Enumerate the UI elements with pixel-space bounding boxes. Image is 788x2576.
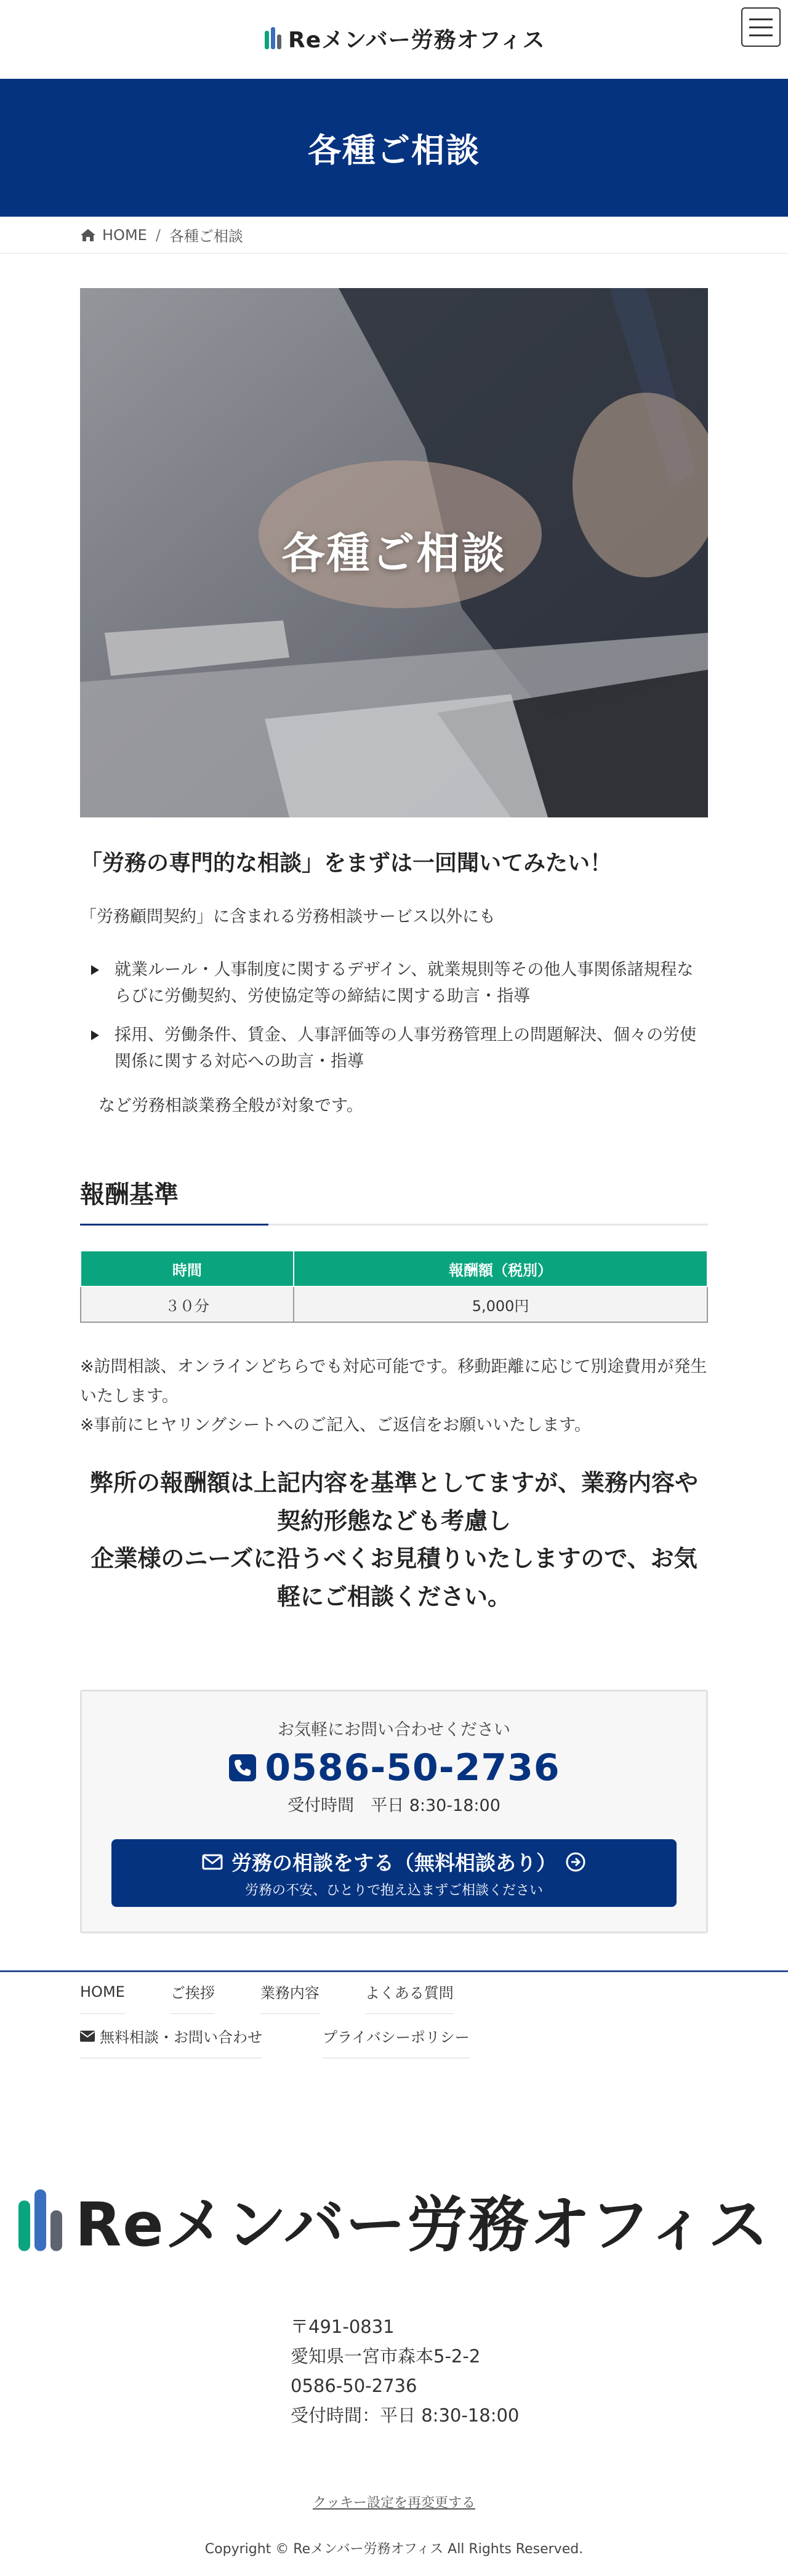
breadcrumb	[0, 217, 788, 254]
hamburger-menu-button[interactable]	[741, 7, 781, 47]
copyright: Copyright © Reメンバー労務オフィス All Rights Reserved.	[204, 2541, 584, 2557]
site-footer	[0, 1970, 788, 2575]
site-header	[0, 0, 788, 79]
footer-nav-home[interactable]: HOME	[80, 1981, 125, 2014]
hamburger-icon	[749, 18, 773, 20]
table-header-time: 時間	[81, 1251, 294, 1286]
breadcrumb-home-link[interactable]: HOME	[102, 226, 147, 244]
note-hearing-sheet: ※事前にヒヤリングシートへのご記入、ご返信をお願いいたします。	[80, 1415, 591, 1435]
business-hours: 受付時間 平日 8:30-18:00	[287, 1796, 501, 1816]
logo-text: Reメンバー労務オフィス	[288, 27, 545, 53]
envelope-icon	[80, 2031, 95, 2042]
note-travel: ※訪問相談、オンラインどちらでも対応可能です。移動距離に応じて別途費用が発生いたします。	[80, 1357, 707, 1406]
lead-heading: 「労務の専門的な相談」をまずは一回聞いてみたい！	[80, 851, 613, 876]
footer-nav-contact[interactable]	[80, 2025, 262, 2058]
list-item: 採用、労働条件、賃金、人事評価等の人事労務管理上の問題解決、個々の労使関係に関する対応への助言・指導	[80, 1022, 708, 1075]
page-title-band	[0, 79, 788, 217]
consultation-button-sublabel: 労務の不安、ひとりで抱え込まずご相談ください	[244, 1883, 543, 1899]
emphasis-line: 弊所の報酬額は上記内容を基準としてますが、業務内容や契約形態なども考慮し	[89, 1469, 698, 1535]
breadcrumb-separator: /	[155, 226, 161, 244]
envelope-icon	[202, 1854, 223, 1870]
phone-line[interactable]	[82, 1746, 706, 1789]
footer-nav-privacy[interactable]: プライバシーポリシー	[323, 2025, 470, 2058]
main-content	[0, 288, 788, 1933]
table-row	[81, 1286, 707, 1322]
footer-hours: 受付時間：平日 8:30-18:00	[291, 2404, 520, 2426]
list-item: 就業ルール・人事制度に関するデザイン、就業規則等その他人事関係諸規程ならびに労働契約、労使協定等の締結に関する助言・指導	[80, 957, 708, 1009]
phone-number[interactable]: 0586-50-2736	[265, 1746, 560, 1790]
service-list	[80, 957, 708, 1075]
footer-logo-text: Reメンバー労務オフィス	[74, 2190, 770, 2261]
section-divider	[80, 1224, 708, 1226]
postal-code: 〒491-0831	[291, 2316, 395, 2338]
street-address: 愛知県一宮市森本5-2-2	[291, 2346, 481, 2367]
footer-nav-contact-label: 無料相談・お問い合わせ	[100, 2029, 262, 2047]
consultation-button[interactable]	[111, 1839, 677, 1907]
table-cell-fee: 5,000円	[294, 1286, 707, 1322]
fee-section-title: 報酬基準	[80, 1181, 179, 1210]
intro-text: 「労務顧問契約」に含まれる労務相談サービス以外にも	[80, 907, 496, 927]
footer-nav-faq[interactable]: よくある質問	[365, 1981, 454, 2014]
page-title: 各種ご相談	[308, 130, 480, 170]
breadcrumb-current: 各種ご相談	[169, 228, 243, 245]
footer-phone: 0586-50-2736	[291, 2375, 417, 2396]
office-address	[0, 2313, 788, 2430]
home-icon	[80, 228, 96, 242]
site-logo[interactable]	[265, 25, 545, 52]
contact-lead: お気軽にお問い合わせください	[278, 1720, 510, 1740]
hero-image	[80, 288, 708, 817]
consultation-button-label: 労務の相談をする（無料相談あり）	[231, 1851, 557, 1876]
footer-nav	[0, 1972, 788, 2069]
table-cell-time: ３０分	[81, 1286, 294, 1322]
phone-icon	[228, 1753, 257, 1783]
footer-logo[interactable]	[0, 2177, 788, 2263]
fee-notes	[80, 1352, 708, 1440]
table-header-fee: 報酬額（税別）	[294, 1251, 707, 1286]
footer-nav-services[interactable]: 業務内容	[260, 1981, 320, 2014]
logo-mark-icon	[265, 27, 283, 49]
contact-box	[80, 1690, 708, 1933]
logo-mark-icon	[18, 2189, 66, 2251]
fee-table	[80, 1250, 708, 1323]
arrow-circle-right-icon	[565, 1852, 586, 1872]
footer-nav-greeting[interactable]: ご挨拶	[171, 1981, 215, 2014]
emphasis-message	[80, 1464, 708, 1616]
emphasis-line: 企業様のニーズに沿うべくお見積りいたしますので、お気軽にご相談ください。	[90, 1545, 698, 1610]
hero-title: 各種ご相談	[281, 528, 507, 579]
outro-text: など労務相談業務全般が対象です。	[98, 1096, 363, 1116]
cookie-settings-link[interactable]: クッキー設定を再変更する	[312, 2495, 475, 2511]
footer-divider	[0, 1970, 788, 1972]
